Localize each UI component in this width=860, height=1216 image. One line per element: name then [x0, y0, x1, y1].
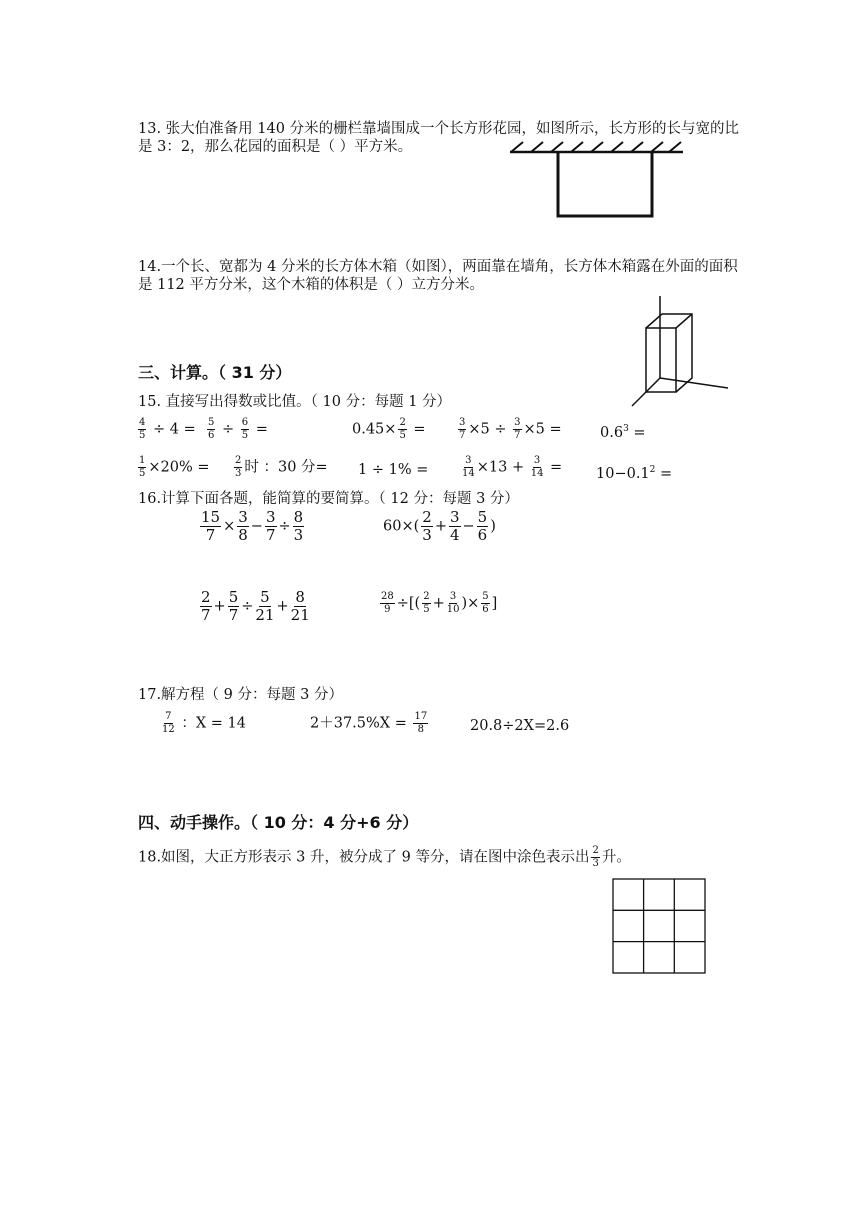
- q16-title: 16.计算下面各题，能简算的要简算。（ 12 分：每题 3 分）: [138, 491, 519, 507]
- q15-r2-b: $\frac{2}{3}$ 时 ：30 分=: [235, 455, 328, 479]
- q18-text: 18.如图，大正方形表示 3 升，被分成了 9 等分，请在图中涂色表示出 $\frac{2}{3}$ 升。: [138, 845, 631, 869]
- section-3-title: 三、计算。（ 31 分）: [138, 363, 292, 382]
- q17-c: 20.8÷2X=2.6: [470, 718, 570, 734]
- q15-r1-c: 0.45× $\frac{2}{5}$ =: [352, 417, 426, 441]
- q13-line1: 13. 张大伯准备用 140 分米的栅栏靠墙围成一个长方形花园，如图所示，长方形的长与宽的比: [138, 121, 740, 137]
- q15-r2-e: $10-0.1^2$ =: [596, 465, 673, 482]
- q17-b: 2＋37.5%X = $\frac{17}{8}$: [310, 711, 428, 735]
- q15-r2-a: $\frac{1}{5}$ ×20% =: [139, 455, 210, 479]
- q14-line1: 14.一个长、宽都为 4 分米的长方体木箱（如图），两面靠在墙角，长方体木箱露在外面的面积: [138, 259, 738, 275]
- q13-line2: 是 3：2，那么花园的面积是（ ）平方米。: [138, 139, 413, 155]
- q14-line2: 是 112 平方分米，这个木箱的体积是（ ）立方分米。: [138, 277, 485, 293]
- q17-a: $\frac{7}{12}$ ：X = 14: [162, 711, 246, 735]
- q15-r1-a: $\frac{4}{5}$ ÷ 4 =: [139, 417, 196, 441]
- q15-r1-d: $\frac{3}{7}$ ×5 ÷ $\frac{3}{7}$ ×5 =: [459, 417, 562, 441]
- section-4-title: 四、动手操作。（ 10 分：4 分+6 分）: [138, 813, 419, 832]
- q16-b: 60×( $\frac{2}{3}$ + $\frac{3}{4}$ − $\frac{5}{6}$ ): [383, 508, 496, 544]
- q15-r2-d: $\frac{3}{14}$ ×13 + $\frac{3}{14}$ =: [462, 455, 563, 479]
- q17-title: 17.解方程（ 9 分：每题 3 分）: [138, 687, 343, 703]
- q16-a: $\frac{15}{7}$ × $\frac{3}{8}$ − $\frac{3}{7}$ ÷ $\frac{8}{3}$: [201, 508, 304, 544]
- q16-c: $\frac{2}{7}$ + $\frac{5}{7}$ ÷ $\frac{5}{21}$ + $\frac{8}{21}$: [201, 588, 310, 624]
- q15-title: 15. 直接写出得数或比值。（ 10 分：每题 1 分）: [138, 394, 452, 410]
- q15-r2-c: 1 ÷ 1% =: [358, 462, 429, 478]
- q15-r1-e: $0.6^3$ =: [600, 424, 646, 441]
- q16-d: $\frac{28}{9}$ ÷[( $\frac{2}{5}$ + $\frac{3}{10}$ )× $\frac{5}{6}$ ]: [381, 591, 498, 615]
- q15-r1-b: $\frac{5}{6}$ ÷ $\frac{6}{5}$ =: [208, 417, 268, 441]
- fence-garden-diagram: [505, 140, 690, 225]
- nine-cell-square-grid: [612, 878, 707, 975]
- box-corner-diagram: [620, 292, 740, 410]
